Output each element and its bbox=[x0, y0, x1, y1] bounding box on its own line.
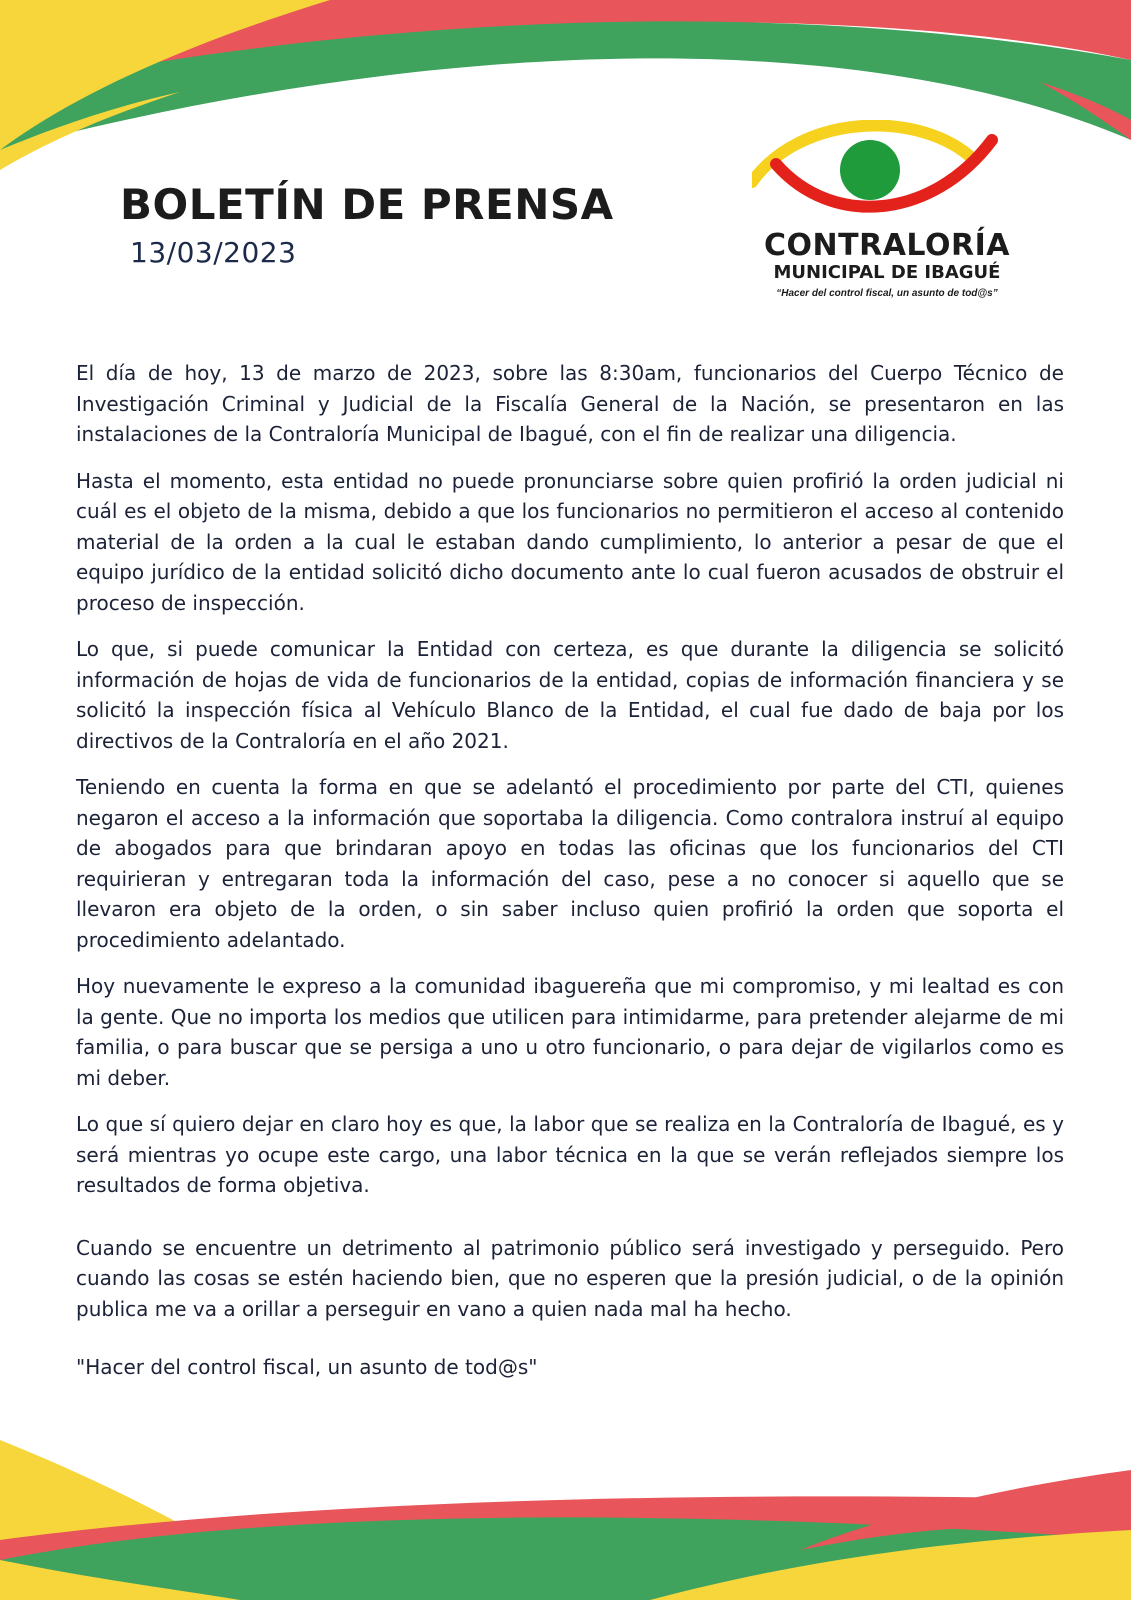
closing-motto: "Hacer del control fiscal, un asunto de tod@s" bbox=[76, 1355, 538, 1379]
page-title: BOLETÍN DE PRENSA bbox=[120, 180, 614, 229]
eye-logo-icon bbox=[752, 120, 1022, 220]
paragraph-4: Teniendo en cuenta la forma en que se adelantó el procedimiento por parte del CTI, quienes negaron el acceso a la información que soportaba la diligencia. Como contralora instruí al equipo de abogados para que brindaran apoyo en todas las oficinas que los funcionarios del CTI requirieran y entregaran toda la información del caso, pese a no conocer si aquello que se llevaron era objeto de la orden, o sin saber incluso quien profirió la orden que soporta el procedimiento adelantado. bbox=[76, 775, 1064, 952]
paragraph-7: Cuando se encuentre un detrimento al patrimonio público será investigado y perseguido. Pero cuando las cosas se estén haciendo bien, que no esperen que la presión judicial, o de la opinión publica me va a orillar a perseguir en vano a quien nada mal ha hecho. bbox=[76, 1235, 1064, 1321]
press-release-body bbox=[76, 358, 1064, 1399]
logo-name-line2: MUNICIPAL DE IBAGUÉ bbox=[773, 262, 1001, 283]
paragraph-3: Lo que, si puede comunicar la Entidad con certeza, es que durante la diligencia se solicitó información de hojas de vida de funcionarios de la entidad, copias de información financiera y se solicitó la inspección física al Vehículo Blanco de la Entidad, el cual fue dado de baja por los directivos de la Contraloría en el año 2021. bbox=[76, 637, 1064, 753]
paragraph-5: Hoy nuevamente le expreso a la comunidad ibaguereña que mi compromiso, y mi lealtad es con la gente. Que no importa los medios que utilicen para intimidarme, para pretender alejarme de mi familia, o para buscar que se persiga a uno u otro funcionario, o para dejar de vigilarlos como es mi deber. bbox=[76, 974, 1064, 1090]
release-date: 13/03/2023 bbox=[130, 236, 297, 269]
paragraph-2: Hasta el momento, esta entidad no puede pronunciarse sobre quien profirió la orden judicial ni cuál es el objeto de la misma, debido a que los funcionarios no permitieron el acceso al contenido material de la orden a la cual le estaban dando cumplimiento, lo anterior a pesar de que el equipo jurídico de la entidad solicitó dicho documento ante lo cual fueron acusados de obstruir el proceso de inspección. bbox=[76, 468, 1064, 615]
logo-green-pupil bbox=[840, 140, 900, 200]
logo-slogan: “Hacer del control fiscal, un asunto de tod@s” bbox=[776, 288, 998, 299]
logo-name-line1: CONTRALORÍA bbox=[764, 228, 1010, 263]
paragraph-1: El día de hoy, 13 de marzo de 2023, sobre las 8:30am, funcionarios del Cuerpo Técnico de Investigación Criminal y Judicial de la Fiscalía General de la Nación, se presentaron en las instalaciones de la Contraloría Municipal de Ibagué, con el fin de realizar una diligencia. bbox=[76, 361, 1064, 446]
paragraph-6: Lo que sí quiero dejar en claro hoy es que, la labor que se realiza en la Contraloría de Ibagué, es y será mientras yo ocupe este cargo, una labor técnica en la que se verán reflejados siempre los resultados de forma objetiva. bbox=[76, 1112, 1064, 1197]
contraloria-logo bbox=[752, 120, 1022, 320]
